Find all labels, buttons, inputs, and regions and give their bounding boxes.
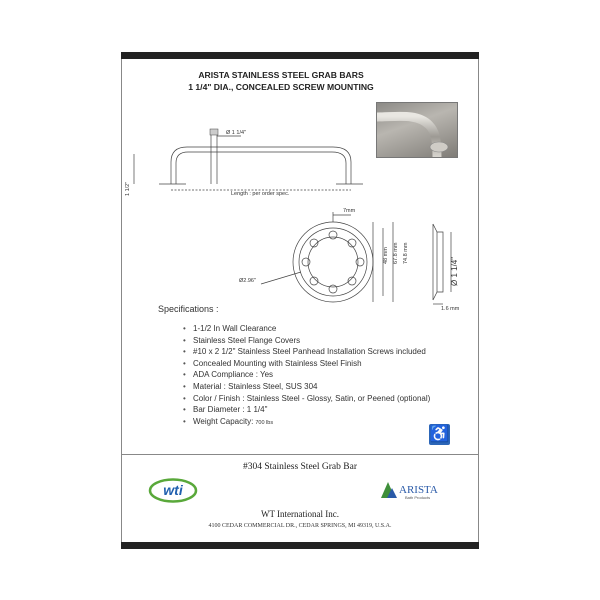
spec-item: • Color / Finish : Stainless Steel - Glossy, Satin, or Peened (optional)	[183, 393, 430, 405]
flange-thickness: 1.6 mm	[441, 306, 460, 312]
product-name: #304 Stainless Steel Grab Bar	[243, 462, 357, 472]
spec-item: • #10 x 2 1/2" Stainless Steel Panhead Installation Screws included	[183, 346, 430, 358]
spec-item: • Material : Stainless Steel, SUS 304	[183, 381, 430, 393]
spec-item: • ADA Compliance : Yes	[183, 369, 430, 381]
footer-divider	[121, 454, 479, 455]
flange-dim-c: 74.8 mm	[403, 242, 409, 264]
clearance-label: 1 1/2"	[125, 181, 131, 196]
length-label: Length : per order spec.	[231, 191, 290, 197]
specifications-title: Specifications :	[158, 304, 219, 314]
spec-item: • 1-1/2 In Wall Clearance	[183, 323, 430, 335]
flange-top-dim: 7mm	[343, 208, 356, 214]
title-line-2: 1 1/4" DIA., CONCEALED SCREW MOUNTING	[188, 82, 374, 92]
arista-logo-text: ARISTA	[399, 484, 438, 496]
technical-drawing	[121, 52, 479, 549]
spec-item-weight	[183, 416, 430, 430]
flange-dim-b: 67.8 mm	[393, 242, 399, 264]
spec-sheet	[121, 52, 479, 549]
spec-item: • Bar Diameter : 1 1/4"	[183, 404, 430, 416]
bottom-border-bar	[121, 542, 479, 549]
arista-logo-sub: Bath Products	[405, 495, 431, 500]
spec-item: • Stainless Steel Flange Covers	[183, 335, 430, 347]
specifications-list	[183, 323, 430, 429]
arista-logo	[379, 478, 459, 502]
flange-dim-a: 48 mm	[383, 247, 389, 264]
wti-logo-text: wti	[163, 482, 183, 498]
weight-label: Weight Capacity:	[193, 416, 254, 426]
flange-diameter: Ø2.96"	[239, 278, 256, 284]
company-name: WT International Inc.	[260, 509, 340, 519]
spec-item: • Concealed Mounting with Stainless Steel Finish	[183, 358, 430, 370]
side-diameter: Ø 1 1/4"	[450, 256, 459, 286]
wti-logo	[148, 477, 198, 504]
company-address: 4100 CEDAR COMMERCIAL DR., CEDAR SPRINGS, MI 49319, U.S.A.	[208, 523, 392, 529]
diameter-label: Ø 1 1/4"	[226, 130, 246, 136]
wheelchair-icon: ♿	[429, 426, 450, 443]
title-line-1: ARISTA STAINLESS STEEL GRAB BARS	[198, 70, 364, 80]
weight-value: 700 lbs	[255, 419, 274, 426]
